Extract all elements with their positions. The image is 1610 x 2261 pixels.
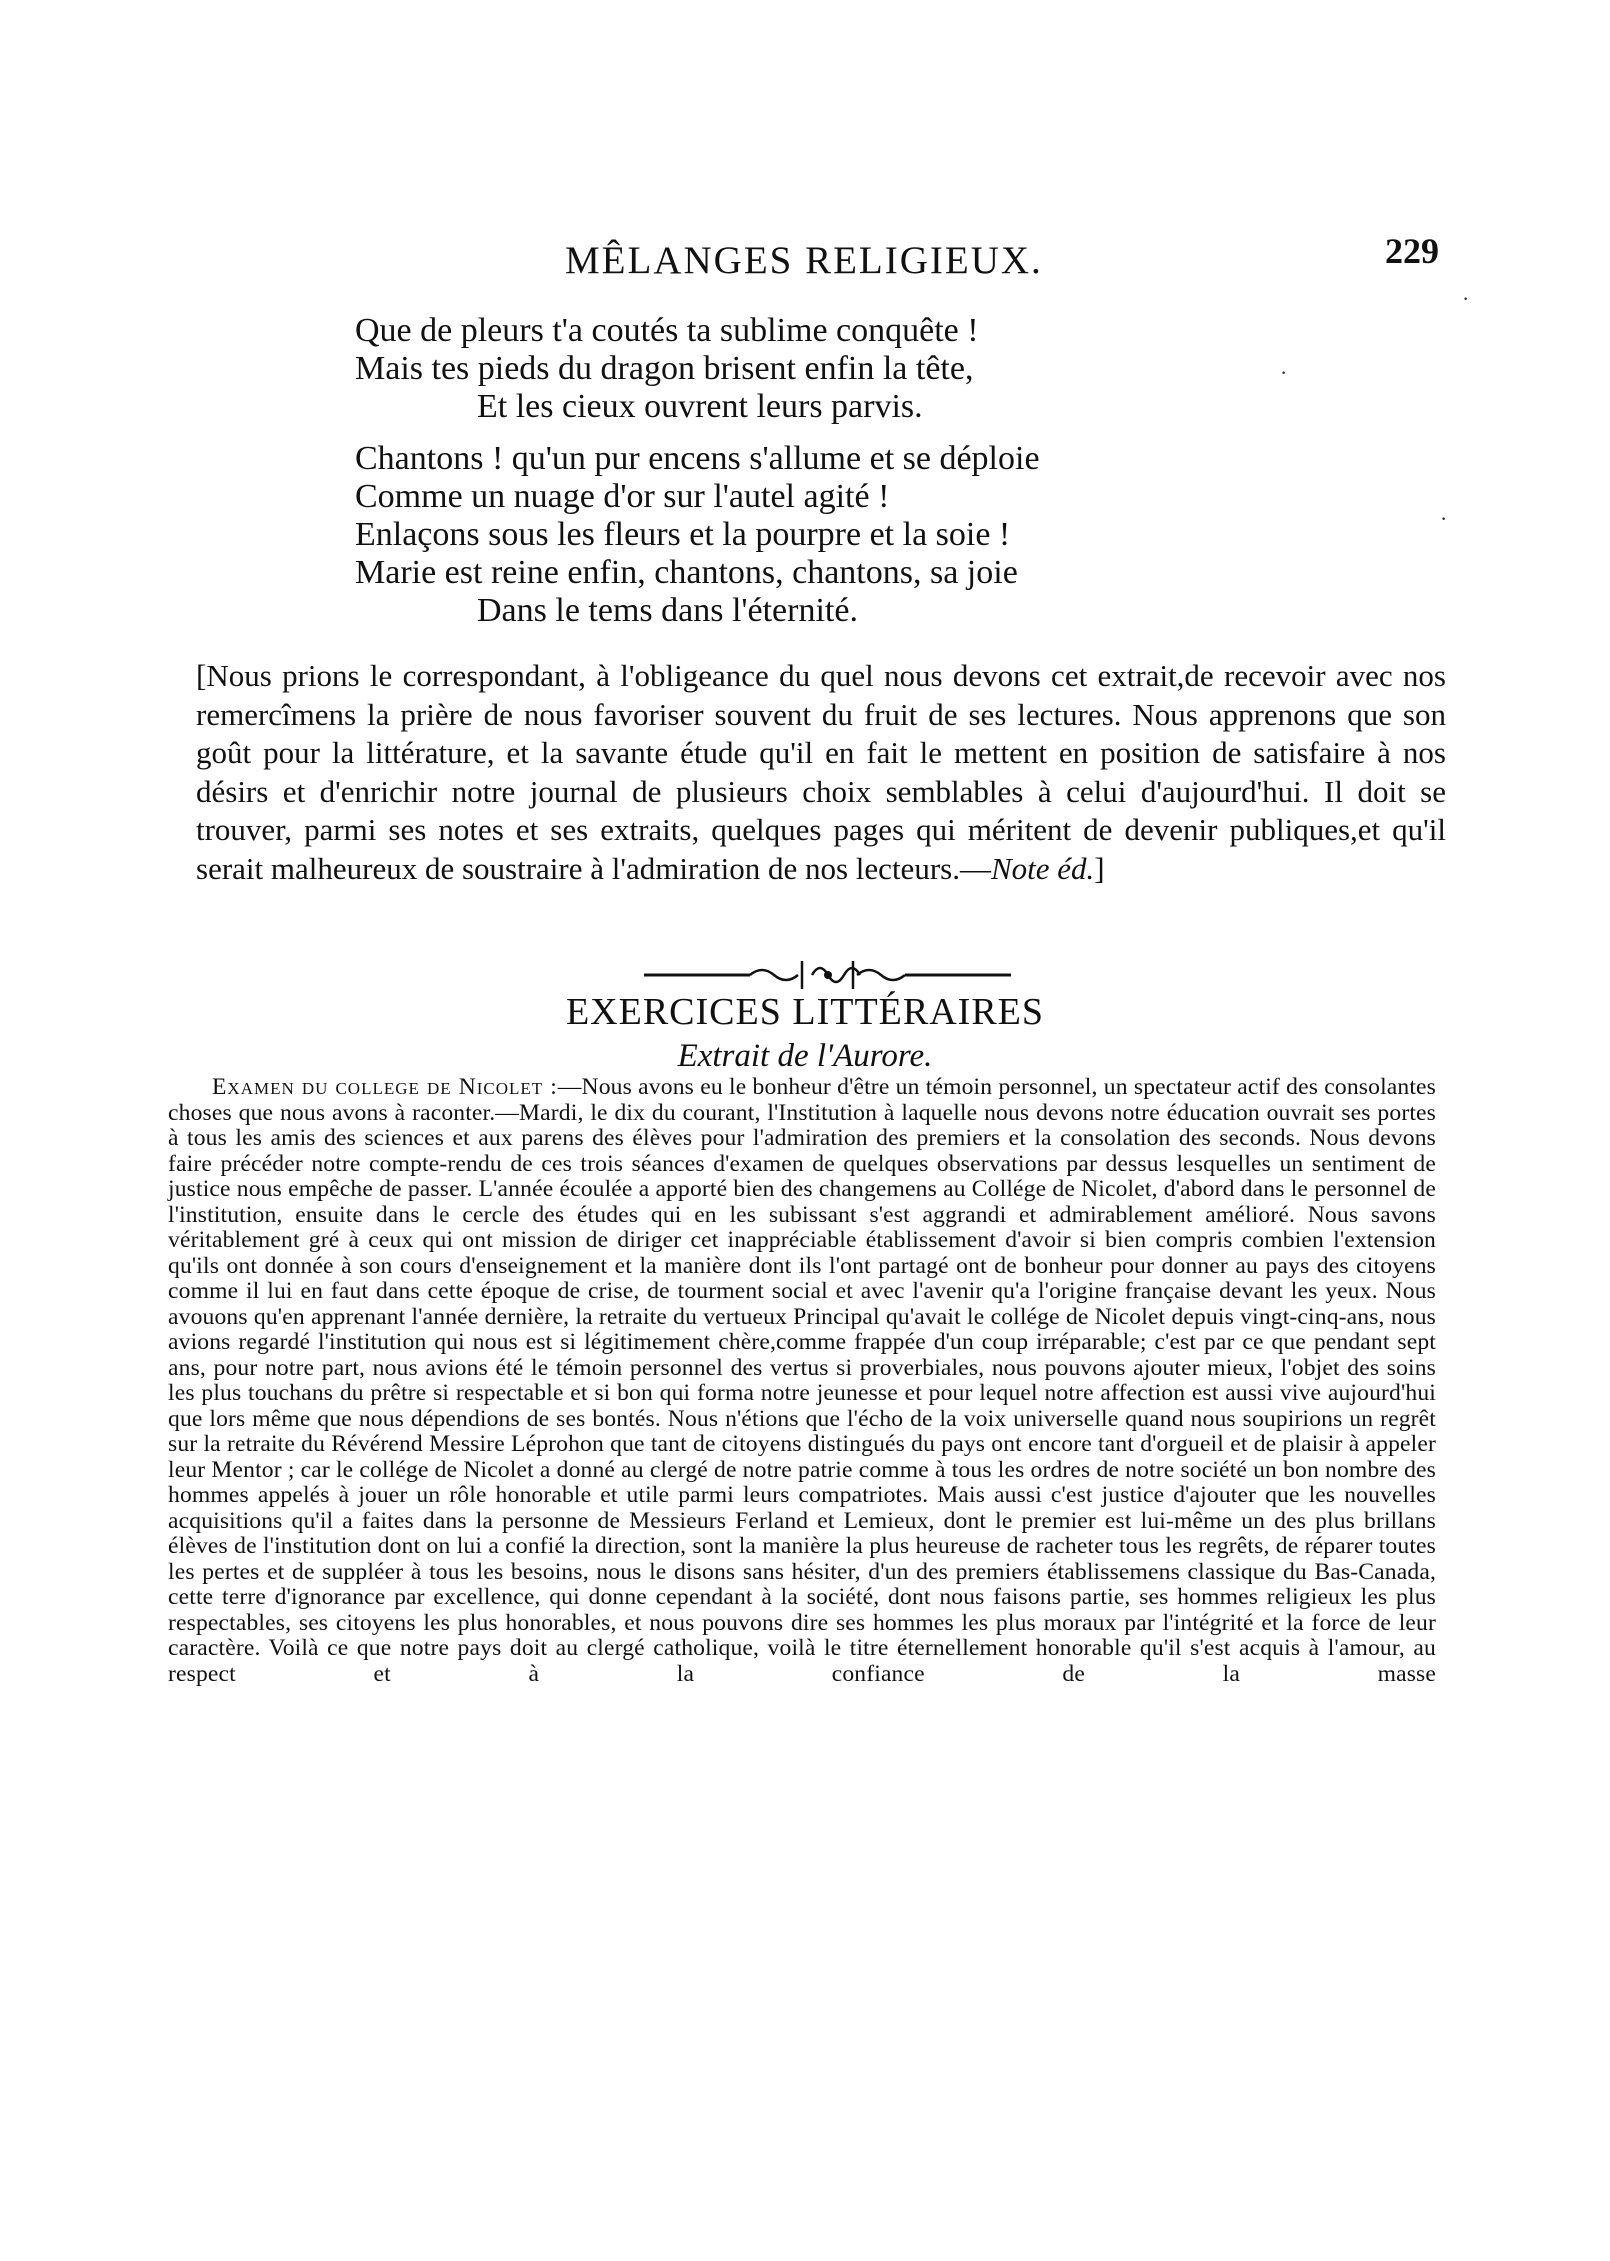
article-lead: Examen du college de Nicolet : bbox=[212, 1074, 558, 1100]
poem-line: Chantons ! qu'un pur encens s'allume et se déploie bbox=[355, 440, 1040, 477]
ornament-divider bbox=[640, 955, 1015, 995]
poem-line: Et les cieux ouvrent leurs parvis. bbox=[477, 388, 923, 425]
margin-dot: · bbox=[1462, 286, 1470, 311]
poem-stanza bbox=[355, 440, 1255, 630]
page-number: 229 bbox=[1385, 231, 1439, 271]
poem-line: Comme un nuage d'or sur l'autel agité ! bbox=[355, 478, 890, 515]
editor-note-signature: Note éd. bbox=[990, 850, 1095, 886]
poem-line: Enlaçons sous les fleurs et la pourpre et la soie ! bbox=[355, 516, 1011, 553]
editor-note-body: [Nous prions le correspondant, à l'obligeance du quel nous devons cet extrait,de recevoir avec nos remercîmens la prière de nous favoriser souvent du fruit de ses lectures. Nous apprenons que son goût pour la littérature, et la savante étude qu'il en fait le mettent en position de satisfaire à nos désirs et d'enrichir notre journal de plusieurs choix semblables à celui d'aujourd'hui. Il doit se trouver, parmi ses notes et ses extraits, quelques pages qui méritent de devenir publiques,et qu'il serait malheureux de soustraire à l'admiration de nos lecteurs.— bbox=[196, 658, 1446, 886]
editor-note bbox=[196, 657, 1446, 888]
margin-dot: · bbox=[1280, 360, 1288, 385]
poem-line: Que de pleurs t'a coutés ta sublime conquête ! bbox=[355, 312, 979, 349]
section-subtitle: Extrait de l'Aurore. bbox=[677, 1038, 933, 1074]
article-text: —Nous avons eu le bonheur d'être un témoin personnel, un spectateur actif des consolantes choses que nous avons à raconter.—Mardi, le dix du courant, l'Institution à laquelle nous devons notre éducation ouvrait ses portes à tous les amis des sciences et aux parens des élèves pour l'admiration des premiers et la consolation des seconds. Nous devons faire précéder notre compte-rendu de ces trois séances d'examen de quelques observations par dessus lesquelles un sentiment de justice nous empêche de passer. L'année écoulée a apporté bien des changemens au Collége de Nicolet, d'abord dans le personnel de l'institution, ensuite dans le cercle des études qui en les subissant s'est aggrandi et admirablement amélioré. Nous savons véritablement gré à ceux qui ont mission de diriger cet inappréciable établissement d'avoir si bien compris combien l'extension qu'ils ont donnée à son cours d'enseignement et la manière dont ils l'ont partagé ont de bonheur pour donner au pays des citoyens comme il lui en faut dans cette époque de crise, de tourment social et avec l'avenir qu'a l'origine française devant les yeux. Nous avouons qu'en apprenant l'année dernière, la retraite du vertueux Principal qu'avait le collége de Nicolet depuis vingt-cinq-ans, nous avions regardé l'institution qui nous est si légitimement chère,comme frappée d'un coup irréparable; c'est par ce que pendant sept ans, pour notre part, nous avions été le témoin personnel des vertus si proverbiales, nous pouvons ajouter mieux, l'objet des soins les plus touchans du prêtre si respectable et si bon qui forma notre jeunesse et pour lequel notre affection est aussi vive aujourd'hui que lors même que nous dépendions de ses bontés. Nous n'étions que l'écho de la voix universelle quand nous soupirions un regrêt sur la retraite du Révérend Messire Léprohon que tant de citoyens distingués du pays ont encore tant d'orgueil et de plaisir à appeler leur Mentor ; car le collége de Nicolet a donné au clergé de notre patrie comme à tous les ordres de notre société un bon nombre des hommes appelés à jouer un rôle honorable et utile parmi leurs compatriotes. Mais aussi c'est justice d'ajouter que les nouvelles acquisitions qu'il a faites dans la personne de Messieurs Ferland et Lemieux, dont le premier est lui-même un des plus brillans élèves de l'institution dont on lui a confié la direction, sont la manière la plus heureuse de racheter tous les regrêts, de réparer toutes les pertes et de suppléer à tous les besoins, nous le disons sans hésiter, d'un des premiers établissemens classique du Bas-Canada, cette terre d'ignorance par excellence, qui donne cependant à la société, dont nous faisons partie, ses hommes religieux les plus respectables, ses citoyens les plus honorables, et nous pouvons dire ses hommes les plus moraux par l'intégrité et la force de leur caractère. Voilà ce que notre pays doit au clergé catholique, voilà le titre éternellement honorable qu'il s'est acquis à l'amour, au respect et à la confiance de la masse bbox=[168, 1074, 1437, 1687]
section-title: EXERCICES LITTÉRAIRES bbox=[565, 991, 1045, 1033]
running-title: MÊLANGES RELIGIEUX. bbox=[565, 239, 1043, 282]
poem-line: Mais tes pieds du dragon brisent enfin la tête, bbox=[355, 350, 974, 387]
poem-stanza bbox=[355, 312, 1255, 426]
margin-dot: · bbox=[1440, 506, 1448, 531]
editor-note-closing: ] bbox=[1094, 850, 1105, 886]
poem-line: Dans le tems dans l'éternité. bbox=[477, 592, 858, 629]
poem-line: Marie est reine enfin, chantons, chantons, sa joie bbox=[355, 554, 1018, 591]
article-body bbox=[168, 1075, 1436, 1687]
poem bbox=[355, 312, 1255, 644]
